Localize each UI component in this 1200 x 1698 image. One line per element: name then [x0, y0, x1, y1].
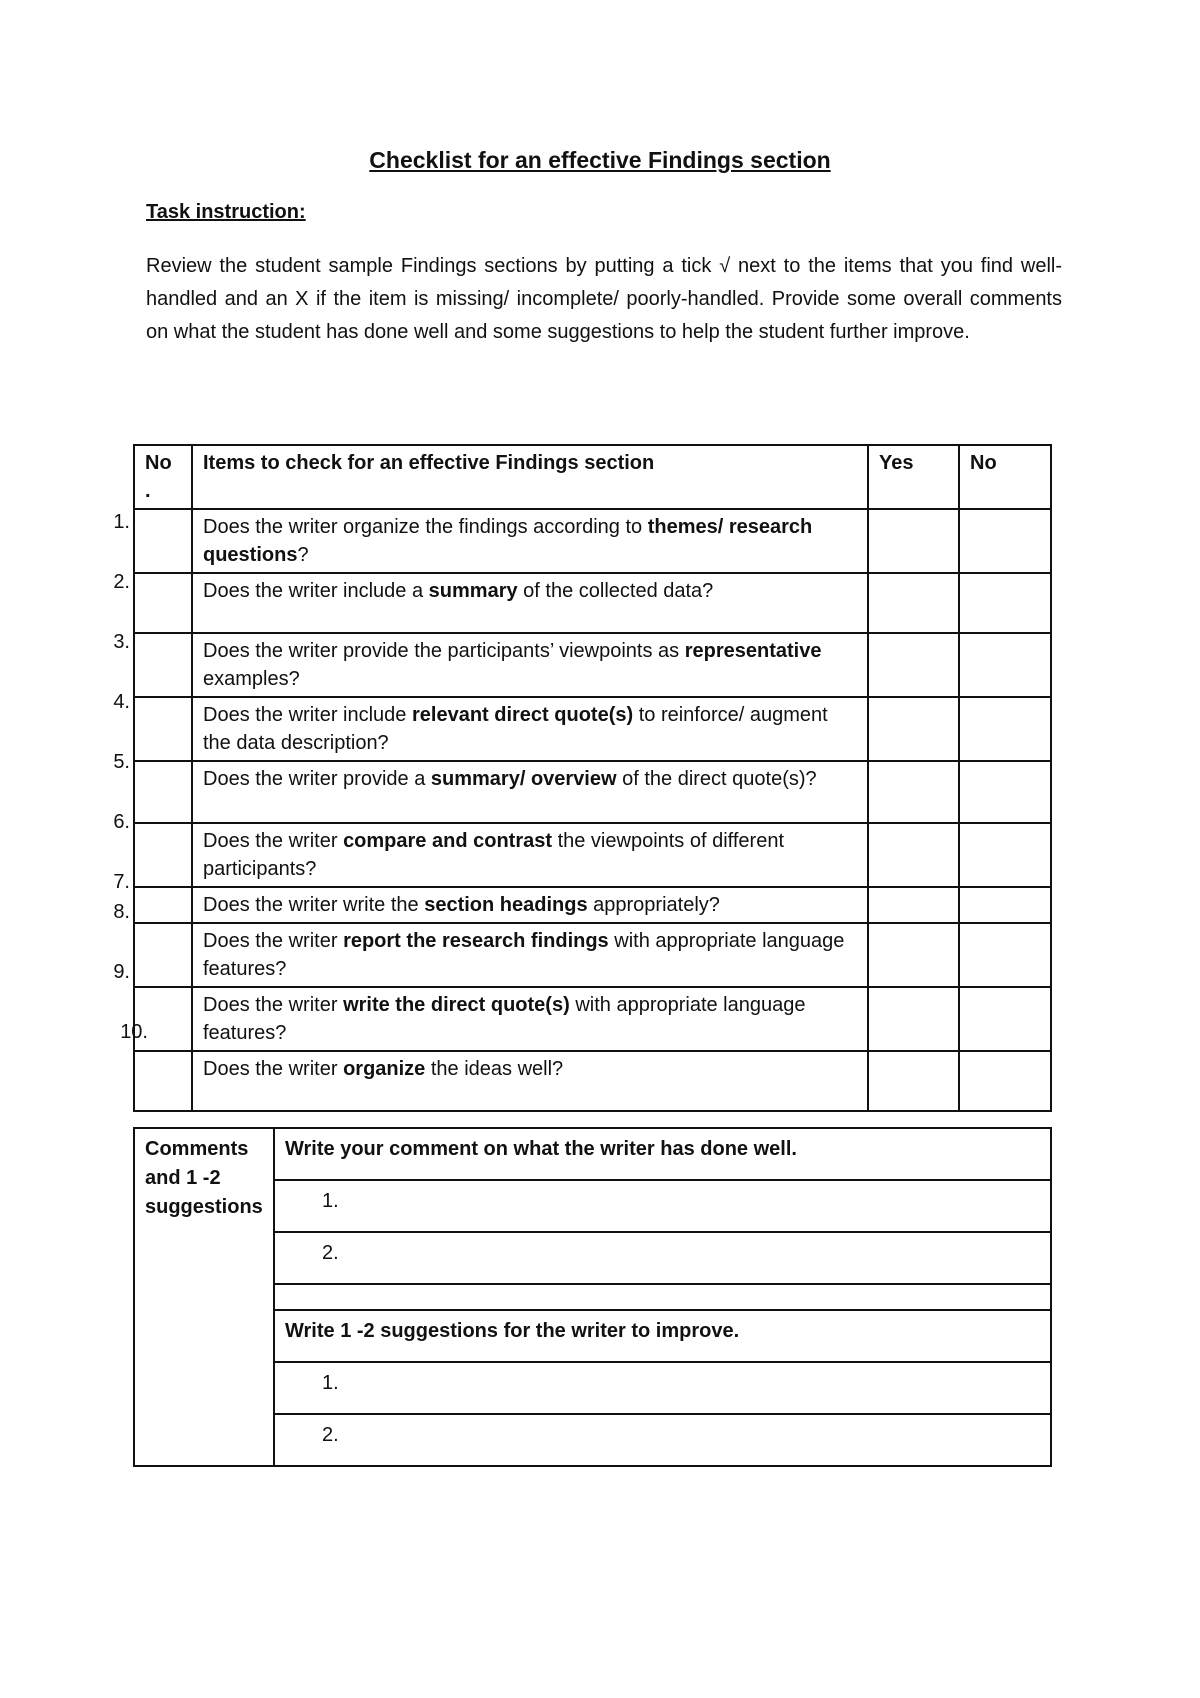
table-row	[134, 987, 1051, 1051]
no-cell	[134, 633, 192, 697]
yes-checkbox-cell[interactable]	[868, 633, 959, 697]
table-row	[134, 923, 1051, 987]
checklist-header-row	[134, 445, 1051, 509]
item-cell: Does the writer organize the findings according to themes/ research questions?	[192, 509, 868, 573]
row-number: 9.	[113, 961, 130, 983]
row-number: 8.	[113, 901, 130, 923]
row-number: 10.	[120, 1021, 148, 1043]
page-title: Checklist for an effective Findings section	[369, 147, 831, 173]
no-checkbox-cell[interactable]	[959, 633, 1051, 697]
suggestion-item-2[interactable]: 2.	[274, 1414, 1051, 1466]
item-cell: Does the writer report the research findings with appropriate language features?	[192, 923, 868, 987]
no-cell	[134, 987, 192, 1051]
suggestion-item-1[interactable]: 1.	[274, 1362, 1051, 1414]
comments-label: Comments and 1 -2 suggestions	[134, 1128, 274, 1466]
no-checkbox-cell[interactable]	[959, 573, 1051, 633]
no-cell	[134, 573, 192, 633]
no-cell	[134, 923, 192, 987]
table-row	[134, 633, 1051, 697]
row-number: 6.	[113, 811, 130, 833]
no-checkbox-cell[interactable]	[959, 823, 1051, 887]
row-number: 2.	[113, 571, 130, 593]
yes-checkbox-cell[interactable]	[868, 761, 959, 823]
task-instruction-label: Task instruction:	[146, 201, 306, 223]
no-cell	[134, 887, 192, 923]
no-cell	[134, 823, 192, 887]
checklist-table	[133, 444, 1052, 1112]
row-number: 3.	[113, 631, 130, 653]
table-row	[134, 823, 1051, 887]
row-number: 7.	[113, 871, 130, 893]
yes-checkbox-cell[interactable]	[868, 887, 959, 923]
no-checkbox-cell[interactable]	[959, 509, 1051, 573]
header-no-answer: No	[959, 445, 1051, 509]
item-cell: Does the writer write the direct quote(s) with appropriate language features?	[192, 987, 868, 1051]
item-cell: Does the writer include relevant direct quote(s) to reinforce/ augment the data description?	[192, 697, 868, 761]
well-done-heading: Write your comment on what the writer has done well.	[274, 1128, 1051, 1180]
suggestions-heading: Write 1 -2 suggestions for the writer to improve.	[274, 1310, 1051, 1362]
table-row	[134, 573, 1051, 633]
item-cell: Does the writer compare and contrast the viewpoints of different participants?	[192, 823, 868, 887]
well-done-item-2[interactable]: 2.	[274, 1232, 1051, 1284]
no-checkbox-cell[interactable]	[959, 761, 1051, 823]
header-items: Items to check for an effective Findings section	[192, 445, 868, 509]
no-checkbox-cell[interactable]	[959, 987, 1051, 1051]
yes-checkbox-cell[interactable]	[868, 987, 959, 1051]
yes-checkbox-cell[interactable]	[868, 573, 959, 633]
no-checkbox-cell[interactable]	[959, 1051, 1051, 1111]
table-row	[134, 1051, 1051, 1111]
row-number: 4.	[113, 691, 130, 713]
item-cell: Does the writer provide a summary/ overview of the direct quote(s)?	[192, 761, 868, 823]
no-checkbox-cell[interactable]	[959, 697, 1051, 761]
table-row	[134, 509, 1051, 573]
table-row	[134, 887, 1051, 923]
yes-checkbox-cell[interactable]	[868, 923, 959, 987]
no-cell	[134, 509, 192, 573]
item-cell: Does the writer provide the participants’ viewpoints as representative examples?	[192, 633, 868, 697]
yes-checkbox-cell[interactable]	[868, 1051, 959, 1111]
comments-table	[133, 1127, 1052, 1467]
well-done-item-1[interactable]: 1.	[274, 1180, 1051, 1232]
no-checkbox-cell[interactable]	[959, 923, 1051, 987]
blank-row	[274, 1284, 1051, 1310]
yes-checkbox-cell[interactable]	[868, 823, 959, 887]
header-no: No .	[134, 445, 192, 509]
yes-checkbox-cell[interactable]	[868, 509, 959, 573]
yes-checkbox-cell[interactable]	[868, 697, 959, 761]
table-row	[134, 761, 1051, 823]
header-yes: Yes	[868, 445, 959, 509]
item-cell: Does the writer organize the ideas well?	[192, 1051, 868, 1111]
no-cell	[134, 761, 192, 823]
no-checkbox-cell[interactable]	[959, 887, 1051, 923]
row-number: 1.	[113, 511, 130, 533]
no-cell	[134, 697, 192, 761]
row-number: 5.	[113, 751, 130, 773]
table-row	[134, 697, 1051, 761]
task-instruction-text: Review the student sample Findings sections by putting a tick √ next to the items that you find well-handled and an X if the item is missing/ incomplete/ poorly-handled. Provide some overall comments on what the student has done well and some suggestions to help the student further improve.	[146, 255, 1062, 343]
no-cell	[134, 1051, 192, 1111]
item-cell: Does the writer include a summary of the collected data?	[192, 573, 868, 633]
item-cell: Does the writer write the section headings appropriately?	[192, 887, 868, 923]
